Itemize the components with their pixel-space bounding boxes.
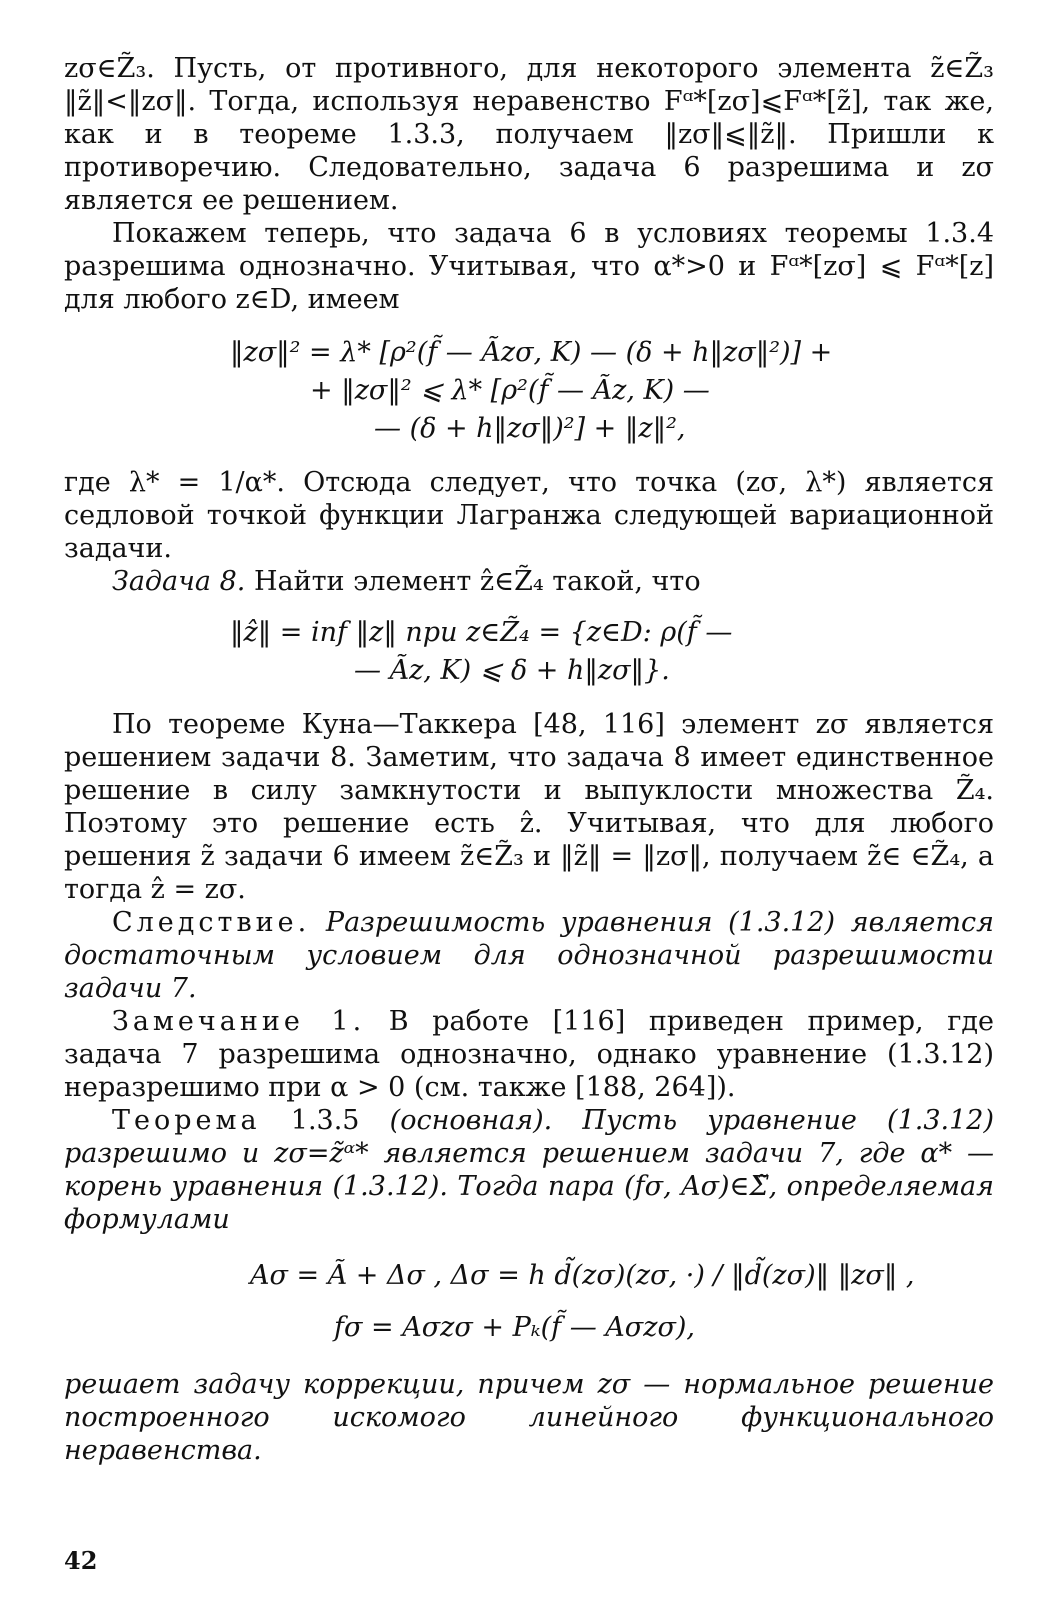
remark-1	[64, 1005, 994, 1104]
page-number: 42	[64, 1546, 98, 1575]
task-8-label: Задача 8.	[112, 566, 246, 597]
formula-task-8	[64, 614, 994, 690]
remark-label: Замечание 1.	[112, 1006, 366, 1037]
corollary-text: Разрешимость уравнения (1.3.12) является достаточным условием для однозначной разрешимости задачи 7.	[64, 907, 994, 1004]
paragraph-2: Покажем теперь, что задача 6 в условиях теоремы 1.3.4 разрешима однозначно. Учитывая, что α*>0 и Fᵅ*[zσ] ⩽ Fᵅ*[z] для любого z∈D, имеем	[64, 218, 994, 315]
theorem-number: 1.3.5	[260, 1105, 390, 1136]
task-8-text: Найти элемент ẑ∈Z̃₄ такой, что	[245, 566, 701, 597]
remark-text: В работе [116] приведен пример, где задача 7 разрешима однозначно, однако уравнение (1.3.12) неразрешимо при α > 0 (см. также [188, 264]).	[64, 1006, 994, 1103]
corollary-label: Следствие.	[112, 907, 311, 938]
page-body	[64, 52, 994, 1467]
paragraph-5: решает задачу коррекции, причем zσ — нормальное решение построенного искомого линейного функционального неравенства.	[64, 1369, 994, 1466]
formula-1-line-1: ‖zσ‖² = λ* [ρ²(f̃ — Ãzσ, K) — (δ + h‖zσ‖²)] +	[230, 337, 833, 368]
task-8	[64, 565, 994, 598]
formula-correction	[64, 1250, 994, 1354]
theorem-label: Теорема	[112, 1105, 261, 1136]
theorem-main: (основная).	[389, 1105, 553, 1136]
corollary	[64, 906, 994, 1005]
paragraph-3: где λ* = 1/α*. Отсюда следует, что точка (zσ, λ*) является седловой точкой функции Лагранжа следующей вариационной задачи.	[64, 467, 994, 564]
formula-1-line-3: — (δ + h‖zσ‖)²] + ‖z‖²,	[374, 413, 686, 444]
formula-2-line-1: ‖ẑ‖ = inf ‖z‖ при z∈Z̃₄ = {z∈D: ρ(f̃ —	[230, 617, 733, 648]
formula-3-line-2: fσ = Aσzσ + Pₖ(f̃ — Aσzσ),	[334, 1312, 695, 1343]
formula-3-line-1: Aσ = Ã + Δσ , Δσ = h d̃(zσ)(zσ, ·) / ‖d̃(zσ)‖ ‖zσ‖ ,	[250, 1260, 915, 1291]
theorem-1-3-5	[64, 1104, 994, 1236]
paragraph-4: По теореме Куна—Таккера [48, 116] элемент zσ является решением задачи 8. Заметим, что задача 8 имеет единственное решение в силу замкнутости и выпуклости множества Z̃₄. Поэтому это решение есть ẑ. Учитывая, что для любого решения z̃ задачи 6 имеем z̃∈Z̃₃ и ‖z̃‖ = ‖zσ‖, получаем z̃∈ ∈Z̃₄, а тогда ẑ = zσ.	[64, 709, 994, 905]
formula-2-line-2: — Ãz, K) ⩽ δ + h‖zσ‖}.	[354, 655, 670, 686]
formula-1-line-2: + ‖zσ‖² ⩽ λ* [ρ²(f̃ — Ãz, K) —	[310, 375, 710, 406]
paragraph-1: zσ∈Z̃₃. Пусть, от противного, для некоторого элемента z̃∈Z̃₃ ‖z̃‖<‖zσ‖. Тогда, используя неравенство Fᵅ*[zσ]⩽Fᵅ*[z̃], так же, как и в теореме 1.3.3, получаем ‖zσ‖⩽‖z̃‖. Пришли к противоречию. Следовательно, задача 6 разрешима и zσ является ее решением.	[64, 53, 994, 216]
formula-lagrange	[64, 334, 994, 448]
theorem-text: Пусть уравнение (1.3.12) разрешимо и zσ=z̃ᵅ* является решением задачи 7, где α* — корень уравнения (1.3.12). Тогда пара (fσ, Aσ)∈Σ̃, определяемая формулами	[64, 1105, 994, 1235]
